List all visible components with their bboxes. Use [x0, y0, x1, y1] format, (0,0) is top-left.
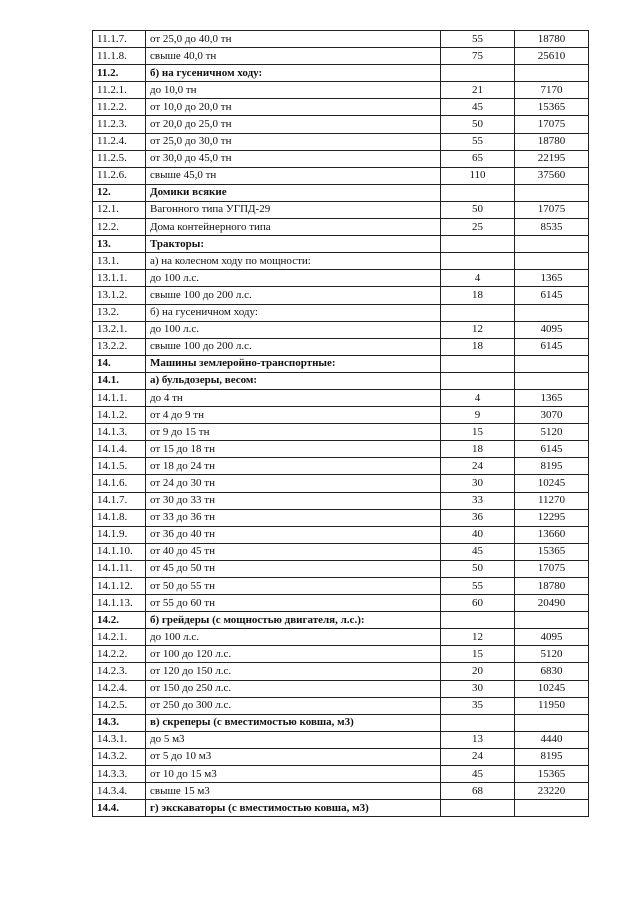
- row-code-cell: 14.1.2.: [93, 407, 146, 424]
- row-name-cell: от 30 до 33 тн: [146, 492, 441, 509]
- table-row: [93, 201, 589, 218]
- table-row: [93, 287, 589, 304]
- row-value-1-cell: 55: [441, 31, 515, 48]
- table-body: [93, 31, 589, 817]
- row-value-2-cell: 11950: [515, 697, 589, 714]
- row-value-2-cell: 17075: [515, 116, 589, 133]
- row-name-cell: б) на гусеничном ходу:: [146, 65, 441, 82]
- row-value-1-cell: 30: [441, 680, 515, 697]
- row-code-cell: 13.2.1.: [93, 321, 146, 338]
- row-name-cell: от 30,0 до 45,0 тн: [146, 150, 441, 167]
- row-name-cell: Дома контейнерного типа: [146, 219, 441, 236]
- row-code-cell: 14.2.5.: [93, 697, 146, 714]
- row-code-cell: 14.3.1.: [93, 731, 146, 748]
- row-value-2-cell: 37560: [515, 167, 589, 184]
- row-value-2-cell: 4095: [515, 629, 589, 646]
- row-code-cell: 11.2.: [93, 65, 146, 82]
- row-value-2-cell: 6830: [515, 663, 589, 680]
- row-name-cell: от 15 до 18 тн: [146, 441, 441, 458]
- row-name-cell: б) грейдеры (с мощностью двигателя, л.с.):: [146, 612, 441, 629]
- row-value-1-cell: 55: [441, 133, 515, 150]
- row-code-cell: 14.1.7.: [93, 492, 146, 509]
- row-code-cell: 14.2.3.: [93, 663, 146, 680]
- section-header-row: [93, 612, 589, 629]
- row-name-cell: свыше 15 м3: [146, 783, 441, 800]
- row-value-1-cell: [441, 184, 515, 201]
- row-value-2-cell: [515, 184, 589, 201]
- row-value-1-cell: 50: [441, 560, 515, 577]
- row-value-2-cell: 4440: [515, 731, 589, 748]
- row-value-1-cell: 21: [441, 82, 515, 99]
- row-value-1-cell: 4: [441, 389, 515, 406]
- row-value-2-cell: 10245: [515, 475, 589, 492]
- row-name-cell: от 100 до 120 л.с.: [146, 646, 441, 663]
- row-code-cell: 14.3.: [93, 714, 146, 731]
- row-code-cell: 14.2.1.: [93, 629, 146, 646]
- row-value-1-cell: 50: [441, 116, 515, 133]
- row-value-1-cell: 12: [441, 629, 515, 646]
- row-code-cell: 14.2.: [93, 612, 146, 629]
- row-code-cell: 14.1.5.: [93, 458, 146, 475]
- table-row: [93, 338, 589, 355]
- row-code-cell: 13.: [93, 236, 146, 253]
- row-name-cell: до 100 л.с.: [146, 321, 441, 338]
- table-row: [93, 646, 589, 663]
- row-value-1-cell: 12: [441, 321, 515, 338]
- row-name-cell: а) бульдозеры, весом:: [146, 372, 441, 389]
- row-value-1-cell: 18: [441, 441, 515, 458]
- row-value-2-cell: [515, 612, 589, 629]
- row-value-2-cell: 10245: [515, 680, 589, 697]
- row-value-2-cell: 17075: [515, 560, 589, 577]
- row-code-cell: 13.1.2.: [93, 287, 146, 304]
- table-row: [93, 783, 589, 800]
- row-value-2-cell: 5120: [515, 424, 589, 441]
- row-name-cell: от 120 до 150 л.с.: [146, 663, 441, 680]
- row-value-1-cell: [441, 236, 515, 253]
- table-row: [93, 219, 589, 236]
- row-code-cell: 14.1.11.: [93, 560, 146, 577]
- row-code-cell: 14.1.3.: [93, 424, 146, 441]
- table-row: [93, 407, 589, 424]
- table-row: [93, 766, 589, 783]
- row-code-cell: 14.2.2.: [93, 646, 146, 663]
- row-name-cell: Тракторы:: [146, 236, 441, 253]
- row-value-2-cell: [515, 355, 589, 372]
- row-value-1-cell: [441, 372, 515, 389]
- row-value-2-cell: 8535: [515, 219, 589, 236]
- row-value-2-cell: 1365: [515, 389, 589, 406]
- row-name-cell: до 100 л.с.: [146, 270, 441, 287]
- row-name-cell: г) экскаваторы (с вместимостью ковша, м3): [146, 800, 441, 817]
- table-row: [93, 543, 589, 560]
- row-value-2-cell: 18780: [515, 133, 589, 150]
- table-row: [93, 31, 589, 48]
- table-row: [93, 133, 589, 150]
- row-name-cell: б) на гусеничном ходу:: [146, 304, 441, 321]
- row-name-cell: от 18 до 24 тн: [146, 458, 441, 475]
- row-code-cell: 14.1.12.: [93, 578, 146, 595]
- row-name-cell: в) скреперы (с вместимостью ковша, м3): [146, 714, 441, 731]
- row-name-cell: Машины землеройно-транспортные:: [146, 355, 441, 372]
- row-code-cell: 14.: [93, 355, 146, 372]
- row-code-cell: 13.2.: [93, 304, 146, 321]
- row-value-2-cell: [515, 372, 589, 389]
- row-value-1-cell: 35: [441, 697, 515, 714]
- row-name-cell: от 5 до 10 м3: [146, 748, 441, 765]
- table-row: [93, 82, 589, 99]
- section-header-row: [93, 714, 589, 731]
- row-code-cell: 14.1.1.: [93, 389, 146, 406]
- table-row: [93, 475, 589, 492]
- row-name-cell: от 50 до 55 тн: [146, 578, 441, 595]
- section-header-row: [93, 236, 589, 253]
- row-name-cell: от 150 до 250 л.с.: [146, 680, 441, 697]
- row-value-2-cell: 6145: [515, 338, 589, 355]
- row-value-1-cell: [441, 253, 515, 270]
- row-code-cell: 14.4.: [93, 800, 146, 817]
- row-value-2-cell: 13660: [515, 526, 589, 543]
- row-name-cell: до 4 тн: [146, 389, 441, 406]
- row-value-2-cell: 18780: [515, 31, 589, 48]
- row-code-cell: 11.1.8.: [93, 48, 146, 65]
- row-value-2-cell: [515, 236, 589, 253]
- row-code-cell: 11.2.2.: [93, 99, 146, 116]
- table-row: [93, 150, 589, 167]
- row-value-2-cell: 15365: [515, 543, 589, 560]
- row-code-cell: 11.2.4.: [93, 133, 146, 150]
- row-code-cell: 12.2.: [93, 219, 146, 236]
- row-value-1-cell: [441, 65, 515, 82]
- row-value-2-cell: 4095: [515, 321, 589, 338]
- row-code-cell: 14.3.3.: [93, 766, 146, 783]
- row-name-cell: от 55 до 60 тн: [146, 595, 441, 612]
- row-value-2-cell: 12295: [515, 509, 589, 526]
- table-row: [93, 441, 589, 458]
- row-code-cell: 11.1.7.: [93, 31, 146, 48]
- row-value-1-cell: 15: [441, 424, 515, 441]
- row-value-1-cell: 24: [441, 458, 515, 475]
- row-value-2-cell: [515, 800, 589, 817]
- row-value-2-cell: 7170: [515, 82, 589, 99]
- row-value-1-cell: 15: [441, 646, 515, 663]
- row-value-1-cell: 68: [441, 783, 515, 800]
- row-value-1-cell: 30: [441, 475, 515, 492]
- row-value-1-cell: 50: [441, 201, 515, 218]
- table-row: [93, 509, 589, 526]
- row-value-2-cell: 25610: [515, 48, 589, 65]
- row-value-2-cell: 8195: [515, 458, 589, 475]
- row-code-cell: 11.2.3.: [93, 116, 146, 133]
- table-row: [93, 458, 589, 475]
- table-row: [93, 578, 589, 595]
- table-row: [93, 48, 589, 65]
- row-name-cell: от 4 до 9 тн: [146, 407, 441, 424]
- row-name-cell: Вагонного типа УГПД-29: [146, 201, 441, 218]
- row-code-cell: 11.2.5.: [93, 150, 146, 167]
- row-value-2-cell: 15365: [515, 99, 589, 116]
- table-row: [93, 270, 589, 287]
- row-name-cell: от 10 до 15 м3: [146, 766, 441, 783]
- table-row: [93, 731, 589, 748]
- table-row: [93, 167, 589, 184]
- row-value-1-cell: 45: [441, 766, 515, 783]
- table-row: [93, 697, 589, 714]
- row-code-cell: 14.2.4.: [93, 680, 146, 697]
- row-code-cell: 13.2.2.: [93, 338, 146, 355]
- row-name-cell: от 33 до 36 тн: [146, 509, 441, 526]
- row-value-1-cell: 13: [441, 731, 515, 748]
- row-value-2-cell: 22195: [515, 150, 589, 167]
- row-value-1-cell: 55: [441, 578, 515, 595]
- row-code-cell: 14.3.4.: [93, 783, 146, 800]
- row-code-cell: 14.3.2.: [93, 748, 146, 765]
- row-name-cell: свыше 40,0 тн: [146, 48, 441, 65]
- row-value-1-cell: [441, 612, 515, 629]
- row-value-2-cell: 11270: [515, 492, 589, 509]
- table-row: [93, 663, 589, 680]
- table-row: [93, 680, 589, 697]
- table-row: [93, 389, 589, 406]
- row-value-1-cell: 18: [441, 287, 515, 304]
- row-name-cell: от 250 до 300 л.с.: [146, 697, 441, 714]
- row-value-2-cell: 1365: [515, 270, 589, 287]
- row-value-1-cell: 110: [441, 167, 515, 184]
- row-code-cell: 11.2.1.: [93, 82, 146, 99]
- row-code-cell: 12.: [93, 184, 146, 201]
- row-value-2-cell: 17075: [515, 201, 589, 218]
- table-row: [93, 526, 589, 543]
- row-value-2-cell: 15365: [515, 766, 589, 783]
- row-code-cell: 12.1.: [93, 201, 146, 218]
- row-code-cell: 14.1.6.: [93, 475, 146, 492]
- row-value-2-cell: 6145: [515, 287, 589, 304]
- table-row: [93, 629, 589, 646]
- table-row: [93, 595, 589, 612]
- row-value-1-cell: 45: [441, 543, 515, 560]
- row-name-cell: от 25,0 до 40,0 тн: [146, 31, 441, 48]
- row-code-cell: 13.1.1.: [93, 270, 146, 287]
- row-name-cell: от 20,0 до 25,0 тн: [146, 116, 441, 133]
- row-value-1-cell: 20: [441, 663, 515, 680]
- row-code-cell: 14.1.10.: [93, 543, 146, 560]
- section-header-row: [93, 800, 589, 817]
- row-name-cell: от 9 до 15 тн: [146, 424, 441, 441]
- row-code-cell: 14.1.8.: [93, 509, 146, 526]
- row-value-1-cell: 4: [441, 270, 515, 287]
- row-value-2-cell: [515, 714, 589, 731]
- section-header-row: [93, 184, 589, 201]
- row-value-2-cell: 5120: [515, 646, 589, 663]
- row-value-1-cell: 60: [441, 595, 515, 612]
- row-name-cell: до 100 л.с.: [146, 629, 441, 646]
- row-name-cell: до 5 м3: [146, 731, 441, 748]
- row-value-1-cell: 75: [441, 48, 515, 65]
- row-name-cell: от 45 до 50 тн: [146, 560, 441, 577]
- row-name-cell: от 25,0 до 30,0 тн: [146, 133, 441, 150]
- row-name-cell: свыше 45,0 тн: [146, 167, 441, 184]
- row-value-2-cell: [515, 253, 589, 270]
- row-value-2-cell: 20490: [515, 595, 589, 612]
- row-value-1-cell: [441, 304, 515, 321]
- row-value-2-cell: 18780: [515, 578, 589, 595]
- row-code-cell: 11.2.6.: [93, 167, 146, 184]
- table-row: [93, 304, 589, 321]
- row-code-cell: 14.1.: [93, 372, 146, 389]
- row-code-cell: 13.1.: [93, 253, 146, 270]
- row-code-cell: 14.1.13.: [93, 595, 146, 612]
- row-value-1-cell: 36: [441, 509, 515, 526]
- row-value-1-cell: [441, 714, 515, 731]
- row-name-cell: свыше 100 до 200 л.с.: [146, 338, 441, 355]
- table-row: [93, 116, 589, 133]
- row-code-cell: 14.1.4.: [93, 441, 146, 458]
- row-value-2-cell: [515, 65, 589, 82]
- table-row: [93, 253, 589, 270]
- row-value-2-cell: 6145: [515, 441, 589, 458]
- row-value-1-cell: 24: [441, 748, 515, 765]
- row-value-1-cell: [441, 800, 515, 817]
- section-header-row: [93, 355, 589, 372]
- row-value-2-cell: 8195: [515, 748, 589, 765]
- section-header-row: [93, 65, 589, 82]
- section-header-row: [93, 372, 589, 389]
- row-value-1-cell: 45: [441, 99, 515, 116]
- row-name-cell: а) на колесном ходу по мощности:: [146, 253, 441, 270]
- row-code-cell: 14.1.9.: [93, 526, 146, 543]
- row-value-1-cell: 18: [441, 338, 515, 355]
- table-row: [93, 424, 589, 441]
- equipment-rate-table: [92, 30, 589, 817]
- row-name-cell: свыше 100 до 200 л.с.: [146, 287, 441, 304]
- row-value-1-cell: 25: [441, 219, 515, 236]
- row-value-2-cell: [515, 304, 589, 321]
- row-name-cell: от 36 до 40 тн: [146, 526, 441, 543]
- row-value-1-cell: 40: [441, 526, 515, 543]
- row-value-2-cell: 23220: [515, 783, 589, 800]
- row-name-cell: Домики всякие: [146, 184, 441, 201]
- row-name-cell: до 10,0 тн: [146, 82, 441, 99]
- row-name-cell: от 10,0 до 20,0 тн: [146, 99, 441, 116]
- table-row: [93, 99, 589, 116]
- table-row: [93, 560, 589, 577]
- row-name-cell: от 24 до 30 тн: [146, 475, 441, 492]
- row-value-1-cell: [441, 355, 515, 372]
- row-value-1-cell: 9: [441, 407, 515, 424]
- row-value-2-cell: 3070: [515, 407, 589, 424]
- row-name-cell: от 40 до 45 тн: [146, 543, 441, 560]
- table-row: [93, 321, 589, 338]
- row-value-1-cell: 65: [441, 150, 515, 167]
- table-row: [93, 492, 589, 509]
- row-value-1-cell: 33: [441, 492, 515, 509]
- table-row: [93, 748, 589, 765]
